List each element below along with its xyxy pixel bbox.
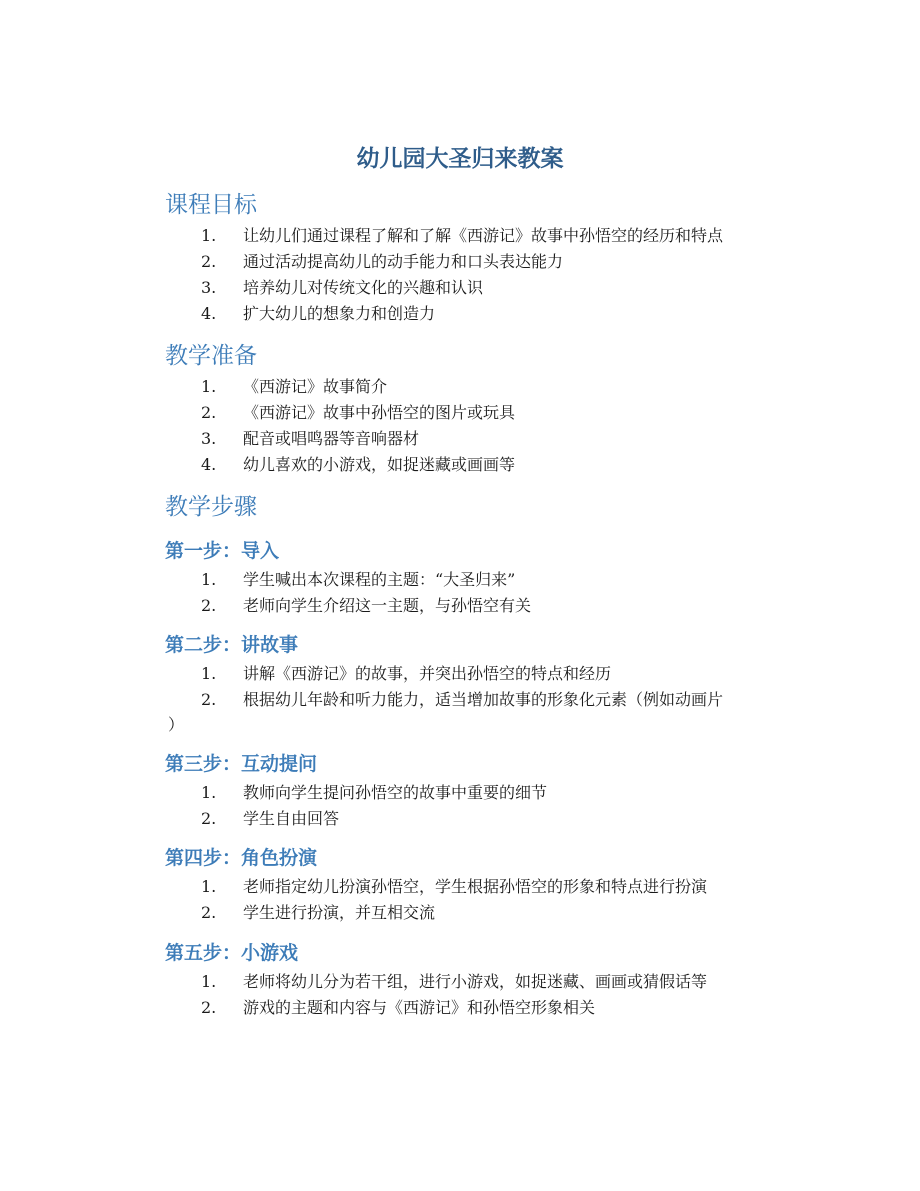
list-number: 1. [201,972,217,991]
list-text: 配音或唱鸣器等音响器材 [243,429,420,448]
list-item [0,374,920,400]
list-number: 2. [201,690,217,709]
section-heading-steps: 教学步骤 [165,494,257,520]
step-heading-4: 第四步：角色扮演 [165,847,318,869]
section-heading-prep: 教学准备 [165,343,257,369]
list-number: 1. [201,570,217,589]
list-item [0,567,920,593]
list-text: 老师将幼儿分为若干组，进行小游戏，如捉迷藏、画画或猜假话等 [243,972,708,991]
list-text: 幼儿喜欢的小游戏，如捉迷藏或画画等 [243,455,516,474]
list-text: 游戏的主题和内容与《西游记》和孙悟空形象相关 [243,998,596,1017]
list-text: 讲解《西游记》的故事，并突出孙悟空的特点和经历 [243,664,612,683]
list-item [0,249,920,275]
list-number: 3. [201,429,217,448]
list-text: 老师指定幼儿扮演孙悟空，学生根据孙悟空的形象和特点进行扮演 [243,877,708,896]
list-item [0,806,920,832]
list-number: 1. [201,664,217,683]
list-number: 2. [201,998,217,1017]
list-item [0,780,920,806]
list-number: 1. [201,783,217,802]
list-item [0,874,920,900]
list-text-continuation: ） [168,715,185,734]
list-number: 4. [201,455,217,474]
list-text: 老师向学生介绍这一主题，与孙悟空有关 [243,596,532,615]
list-text: 学生进行扮演，并互相交流 [243,903,436,922]
list-item [0,969,920,995]
list-number: 2. [201,903,217,922]
page-title: 幼儿园大圣归来教案 [356,146,564,172]
list-text: 《西游记》故事中孙悟空的图片或玩具 [243,403,516,422]
list-item [0,900,920,926]
list-item [0,687,920,713]
list-number: 2. [201,809,217,828]
list-number: 3. [201,278,217,297]
list-item [0,593,920,619]
list-item [0,995,920,1021]
list-item [0,400,920,426]
list-number: 1. [201,377,217,396]
list-text: 根据幼儿年龄和听力能力，适当增加故事的形象化元素（例如动画片 [243,690,724,709]
list-item [0,301,920,327]
list-text: 通过活动提高幼儿的动手能力和口头表达能力 [243,252,564,271]
list-number: 2. [201,596,217,615]
list-item [0,452,920,478]
list-item [0,661,920,687]
list-text: 扩大幼儿的想象力和创造力 [243,304,436,323]
step-heading-2: 第二步：讲故事 [165,634,299,656]
list-number: 2. [201,403,217,422]
step-heading-1: 第一步：导入 [165,540,280,562]
list-text: 培养幼儿对传统文化的兴趣和认识 [243,278,484,297]
step-heading-5: 第五步：小游戏 [165,942,299,964]
list-number: 1. [201,226,217,245]
list-text: 《西游记》故事简介 [243,377,388,396]
list-number: 4. [201,304,217,323]
list-item [0,275,920,301]
section-heading-goals: 课程目标 [165,192,257,218]
list-number: 1. [201,877,217,896]
list-item [0,223,920,249]
step-heading-3: 第三步：互动提问 [165,753,318,775]
list-item [0,426,920,452]
list-text: 让幼儿们通过课程了解和了解《西游记》故事中孙悟空的经历和特点 [243,226,724,245]
list-text: 学生喊出本次课程的主题：“大圣归来” [243,570,516,589]
list-number: 2. [201,252,217,271]
list-text: 学生自由回答 [243,809,340,828]
list-text: 教师向学生提问孙悟空的故事中重要的细节 [243,783,548,802]
